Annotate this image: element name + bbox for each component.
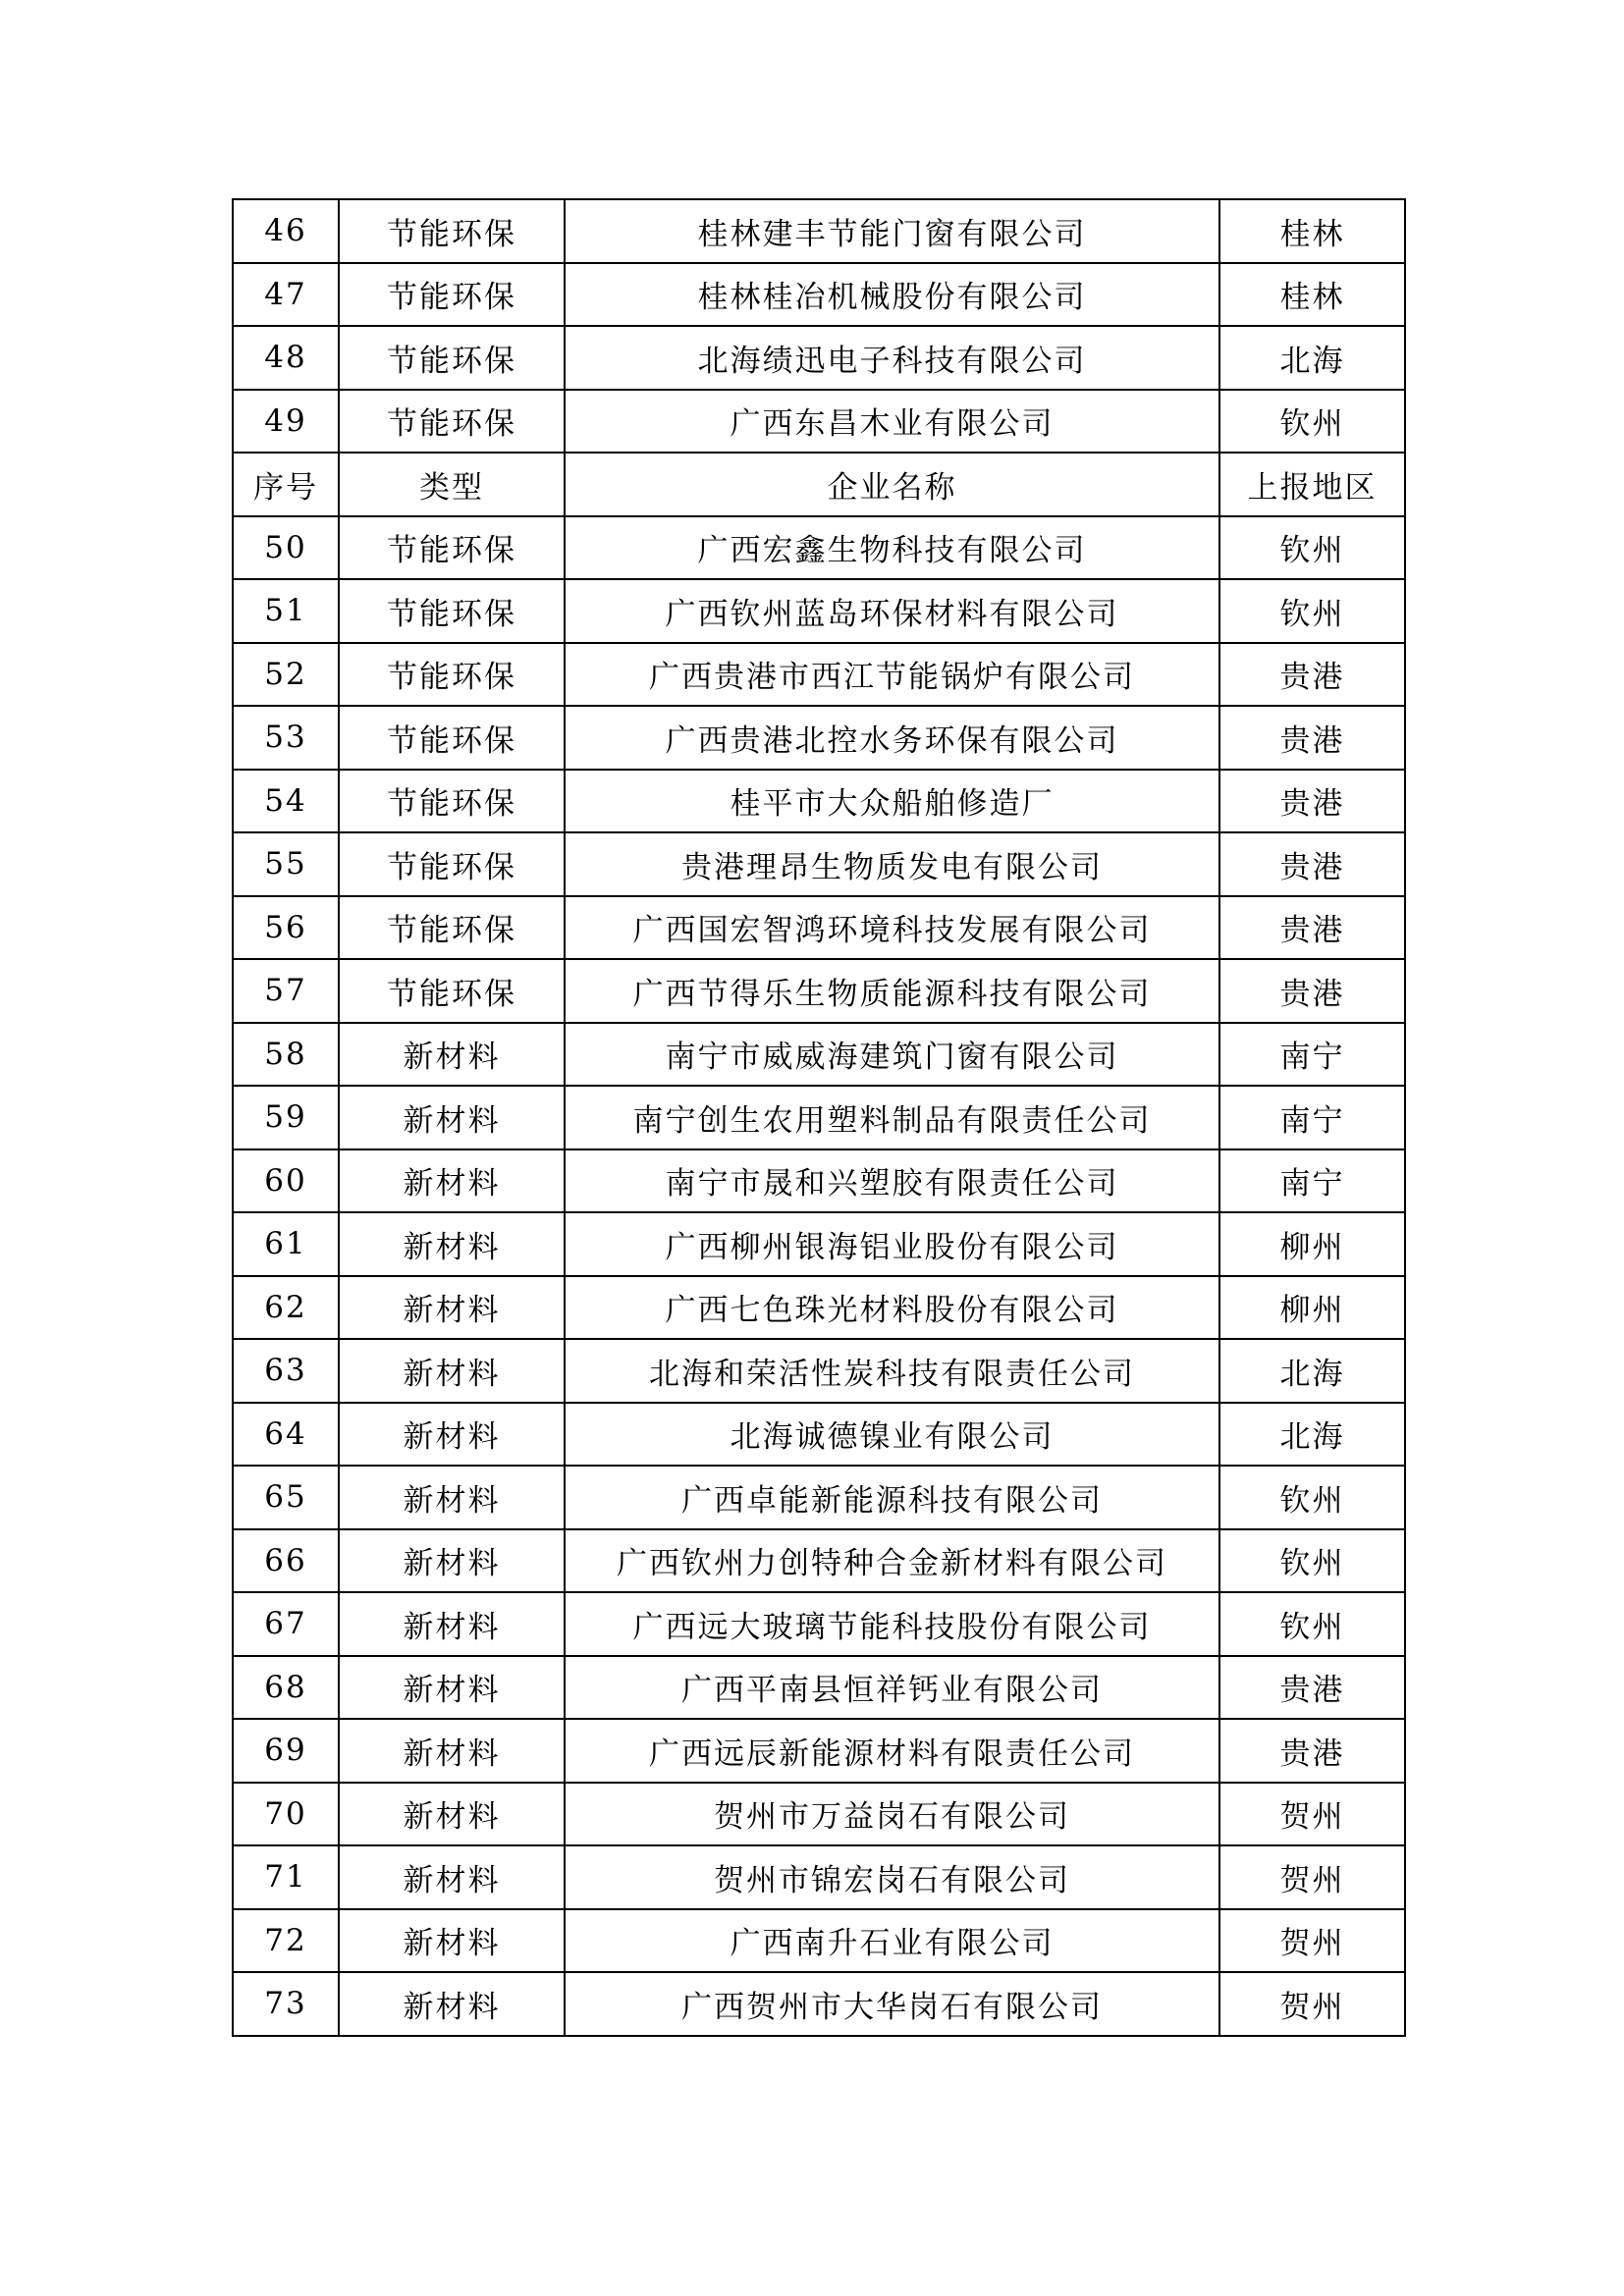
cell-type: 新材料 [339,1149,565,1213]
cell-enterprise-name: 广西柳州银海铝业股份有限公司 [565,1212,1219,1276]
cell-enterprise-name: 北海诚德镍业有限公司 [565,1403,1219,1467]
cell-region: 贺州 [1219,1972,1405,2036]
cell-sequence-number: 50 [233,516,339,580]
cell-sequence-number: 67 [233,1592,339,1656]
cell-type: 新材料 [339,1592,565,1656]
cell-sequence-number: 57 [233,959,339,1023]
cell-region: 钦州 [1219,1529,1405,1593]
table-row [233,1656,1405,1720]
cell-sequence-number: 56 [233,896,339,960]
cell-region: 柳州 [1219,1276,1405,1340]
cell-region: 贵港 [1219,959,1405,1023]
cell-enterprise-name: 北海绩迅电子科技有限公司 [565,326,1219,390]
cell-type: 新材料 [339,1972,565,2036]
table-row [233,1023,1405,1087]
cell-region: 钦州 [1219,579,1405,643]
table-row [233,1276,1405,1340]
table-row [233,199,1405,263]
cell-region: 贵港 [1219,896,1405,960]
cell-region: 柳州 [1219,1212,1405,1276]
cell-sequence-number: 51 [233,579,339,643]
cell-enterprise-name: 广西贺州市大华岗石有限公司 [565,1972,1219,2036]
cell-type: 新材料 [339,1529,565,1593]
cell-sequence-number: 70 [233,1783,339,1846]
cell-sequence-number: 68 [233,1656,339,1720]
cell-enterprise-name: 贵港理昂生物质发电有限公司 [565,832,1219,896]
cell-sequence-number: 46 [233,199,339,263]
cell-type: 节能环保 [339,706,565,770]
cell-enterprise-name: 广西卓能新能源科技有限公司 [565,1466,1219,1529]
cell-sequence-number: 72 [233,1909,339,1973]
cell-type: 节能环保 [339,770,565,833]
cell-sequence-number: 64 [233,1403,339,1467]
table-row [233,959,1405,1023]
table-row [233,390,1405,454]
cell-region: 南宁 [1219,1086,1405,1149]
table-row [233,1719,1405,1783]
cell-type: 节能环保 [339,643,565,707]
table-row [233,1086,1405,1149]
table-row [233,1909,1405,1973]
cell-type: 节能环保 [339,832,565,896]
enterprise-table [232,198,1406,2037]
cell-region: 南宁 [1219,1023,1405,1087]
cell-enterprise-name: 广西贵港北控水务环保有限公司 [565,706,1219,770]
table-row [233,1972,1405,2036]
cell-enterprise-name: 桂林桂冶机械股份有限公司 [565,263,1219,327]
cell-enterprise-name: 广西节得乐生物质能源科技有限公司 [565,959,1219,1023]
cell-type: 节能环保 [339,579,565,643]
cell-region: 贵港 [1219,643,1405,707]
cell-sequence-number: 59 [233,1086,339,1149]
cell-region: 桂林 [1219,199,1405,263]
table-row [233,1403,1405,1467]
cell-enterprise-name: 贺州市锦宏岗石有限公司 [565,1845,1219,1909]
table-row [233,263,1405,327]
cell-enterprise-name: 广西远大玻璃节能科技股份有限公司 [565,1592,1219,1656]
table-row [233,1529,1405,1593]
table-row [233,1845,1405,1909]
cell-enterprise-name: 贺州市万益岗石有限公司 [565,1783,1219,1846]
cell-enterprise-name: 广西南升石业有限公司 [565,1909,1219,1973]
cell-type: 节能环保 [339,326,565,390]
cell-sequence-number: 48 [233,326,339,390]
cell-type: 新材料 [339,1783,565,1846]
table-row [233,516,1405,580]
cell-type: 新材料 [339,1466,565,1529]
table-row [233,643,1405,707]
cell-region: 北海 [1219,1339,1405,1403]
cell-sequence-number: 65 [233,1466,339,1529]
cell-sequence-number: 55 [233,832,339,896]
table-row [233,1212,1405,1276]
cell-enterprise-name: 广西国宏智鸿环境科技发展有限公司 [565,896,1219,960]
cell-type: 新材料 [339,1719,565,1783]
cell-region: 贵港 [1219,832,1405,896]
cell-enterprise-name: 桂林建丰节能门窗有限公司 [565,199,1219,263]
cell-sequence-number: 53 [233,706,339,770]
cell-type: 新材料 [339,1339,565,1403]
cell-region: 贵港 [1219,1719,1405,1783]
cell-enterprise-name: 北海和荣活性炭科技有限责任公司 [565,1339,1219,1403]
table-row [233,326,1405,390]
cell-enterprise-name: 广西七色珠光材料股份有限公司 [565,1276,1219,1340]
cell-type: 节能环保 [339,516,565,580]
cell-region: 钦州 [1219,1592,1405,1656]
cell-sequence-number: 61 [233,1212,339,1276]
cell-enterprise-name: 桂平市大众船舶修造厂 [565,770,1219,833]
cell-enterprise-name: 广西东昌木业有限公司 [565,390,1219,454]
table-row [233,896,1405,960]
table-row [233,579,1405,643]
cell-sequence-number: 52 [233,643,339,707]
cell-region: 钦州 [1219,390,1405,454]
cell-sequence-number: 58 [233,1023,339,1087]
cell-type: 新材料 [339,1023,565,1087]
table-row [233,832,1405,896]
table-row [233,1783,1405,1846]
cell-sequence-number: 60 [233,1149,339,1213]
cell-region: 北海 [1219,326,1405,390]
cell-region: 桂林 [1219,263,1405,327]
cell-sequence-number: 73 [233,1972,339,2036]
cell-sequence-number: 71 [233,1845,339,1909]
cell-region: 贺州 [1219,1783,1405,1846]
table-row [233,1466,1405,1529]
cell-sequence-number: 序号 [233,453,339,516]
cell-type: 新材料 [339,1212,565,1276]
cell-type: 节能环保 [339,390,565,454]
cell-type: 新材料 [339,1276,565,1340]
cell-sequence-number: 54 [233,770,339,833]
cell-region: 北海 [1219,1403,1405,1467]
cell-enterprise-name: 广西钦州蓝岛环保材料有限公司 [565,579,1219,643]
cell-type: 新材料 [339,1403,565,1467]
cell-region: 贵港 [1219,1656,1405,1720]
cell-region: 贺州 [1219,1845,1405,1909]
cell-sequence-number: 47 [233,263,339,327]
cell-sequence-number: 69 [233,1719,339,1783]
table-row [233,1149,1405,1213]
cell-enterprise-name: 企业名称 [565,453,1219,516]
cell-enterprise-name: 广西远辰新能源材料有限责任公司 [565,1719,1219,1783]
cell-enterprise-name: 广西贵港市西江节能锅炉有限公司 [565,643,1219,707]
table-body [233,199,1405,2036]
cell-type: 新材料 [339,1909,565,1973]
table-row [233,453,1405,516]
cell-enterprise-name: 广西宏鑫生物科技有限公司 [565,516,1219,580]
cell-region: 上报地区 [1219,453,1405,516]
cell-region: 贵港 [1219,706,1405,770]
cell-sequence-number: 63 [233,1339,339,1403]
cell-type: 节能环保 [339,896,565,960]
cell-region: 钦州 [1219,1466,1405,1529]
table-row [233,770,1405,833]
cell-enterprise-name: 广西钦州力创特种合金新材料有限公司 [565,1529,1219,1593]
cell-sequence-number: 49 [233,390,339,454]
cell-region: 钦州 [1219,516,1405,580]
cell-type: 新材料 [339,1656,565,1720]
cell-sequence-number: 66 [233,1529,339,1593]
cell-region: 贵港 [1219,770,1405,833]
table-row [233,706,1405,770]
cell-region: 南宁 [1219,1149,1405,1213]
cell-region: 贺州 [1219,1909,1405,1973]
cell-type: 节能环保 [339,263,565,327]
cell-type: 节能环保 [339,959,565,1023]
cell-enterprise-name: 南宁创生农用塑料制品有限责任公司 [565,1086,1219,1149]
cell-type: 节能环保 [339,199,565,263]
cell-type: 新材料 [339,1086,565,1149]
cell-enterprise-name: 南宁市威威海建筑门窗有限公司 [565,1023,1219,1087]
cell-sequence-number: 62 [233,1276,339,1340]
table-row [233,1339,1405,1403]
cell-type: 新材料 [339,1845,565,1909]
cell-enterprise-name: 南宁市晟和兴塑胶有限责任公司 [565,1149,1219,1213]
cell-type: 类型 [339,453,565,516]
table-row [233,1592,1405,1656]
cell-enterprise-name: 广西平南县恒祥钙业有限公司 [565,1656,1219,1720]
